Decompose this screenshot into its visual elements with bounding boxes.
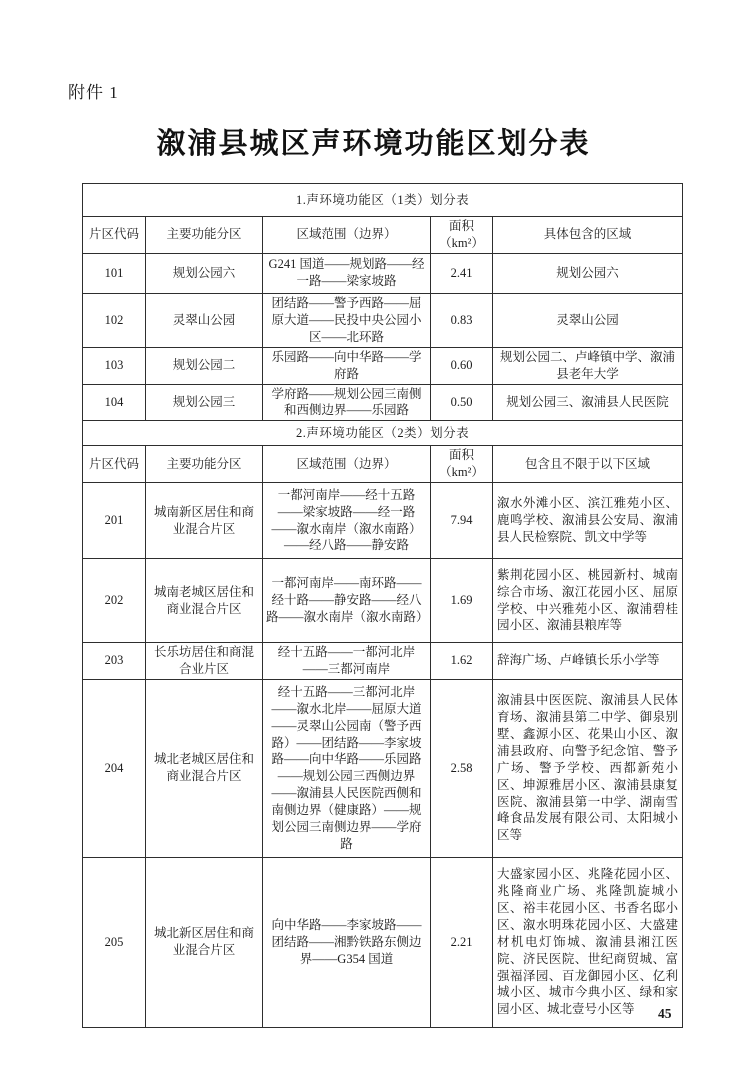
cell-boundary: 学府路——规划公园三南侧和西侧边界——乐园路 — [263, 384, 431, 421]
cell-includes: 溆水外滩小区、滨江雅苑小区、鹿鸣学校、溆浦县公安局、溆浦县人民检察院、凯文中学等 — [493, 483, 683, 559]
cell-includes: 溆浦县中医医院、溆浦县人民体育场、溆浦县第二中学、御泉别墅、鑫源小区、花果山小区、溆浦县政府、向警予纪念馆、警予广场、警予学校、西都新苑小区、坤源雅居小区、溆浦县康复医院、溆浦县第一中学、湖南雪峰食品发展有限公司、太阳城小区等 — [493, 679, 683, 857]
column-header-code: 片区代码 — [83, 217, 146, 254]
cell-zone: 规划公园六 — [146, 253, 263, 293]
cell-code: 203 — [83, 643, 146, 680]
cell-code: 204 — [83, 679, 146, 857]
cell-area: 0.60 — [431, 347, 493, 384]
attachment-label: 附件 1 — [68, 83, 119, 102]
cell-zone: 城南老城区居住和商业混合片区 — [146, 559, 263, 643]
cell-code: 101 — [83, 253, 146, 293]
page-number: 45 — [658, 1006, 672, 1021]
column-header-zone: 主要功能分区 — [146, 446, 263, 483]
section-row — [83, 421, 683, 446]
zoning-table — [82, 183, 683, 1028]
cell-zone: 规划公园三 — [146, 384, 263, 421]
cell-area: 2.41 — [431, 253, 493, 293]
column-header-boundary: 区域范围（边界） — [263, 217, 431, 254]
cell-area: 1.69 — [431, 559, 493, 643]
section-row — [83, 184, 683, 217]
cell-includes: 辞海广场、卢峰镇长乐小学等 — [493, 643, 683, 680]
cell-zone: 长乐坊居住和商混合业片区 — [146, 643, 263, 680]
cell-area: 7.94 — [431, 483, 493, 559]
cell-includes: 紫荆花园小区、桃园新村、城南综合市场、溆江花园小区、屈原学校、中兴雅苑小区、溆浦碧桂园小区、溆浦县粮库等 — [493, 559, 683, 643]
table-row — [83, 643, 683, 680]
cell-code: 104 — [83, 384, 146, 421]
column-header-includes: 具体包含的区域 — [493, 217, 683, 254]
cell-zone: 灵翠山公园 — [146, 293, 263, 347]
cell-code: 103 — [83, 347, 146, 384]
cell-area: 0.83 — [431, 293, 493, 347]
table-row — [83, 559, 683, 643]
table-row — [83, 253, 683, 293]
cell-code: 102 — [83, 293, 146, 347]
column-header-area: 面积（km²） — [431, 217, 493, 254]
cell-zone: 城南新区居住和商业混合片区 — [146, 483, 263, 559]
column-header-includes: 包含且不限于以下区域 — [493, 446, 683, 483]
cell-area: 1.62 — [431, 643, 493, 680]
table-row — [83, 679, 683, 857]
cell-includes: 规划公园六 — [493, 253, 683, 293]
table-row — [83, 857, 683, 1027]
cell-code: 202 — [83, 559, 146, 643]
cell-includes: 规划公园三、溆浦县人民医院 — [493, 384, 683, 421]
cell-boundary: G241 国道——规划路——经一路——梁家坡路 — [263, 253, 431, 293]
table-row — [83, 293, 683, 347]
cell-code: 201 — [83, 483, 146, 559]
section-2-title: 2.声环境功能区（2类）划分表 — [83, 421, 683, 446]
cell-boundary: 一都河南岸——南环路——经十路——静安路——经八路——溆水南岸（溆水南路） — [263, 559, 431, 643]
cell-includes: 大盛家园小区、兆隆花园小区、兆隆商业广场、兆隆凯旋城小区、裕丰花园小区、书香名邸小区、溆水明珠花园小区、大盛建材机电灯饰城、溆浦县湘江医院、济民医院、世纪商贸城、富强福泽园、百龙御园小区、亿利城小区、城市今典小区、绿和家园小区、城北壹号小区等 — [493, 857, 683, 1027]
table-row — [83, 384, 683, 421]
cell-includes: 规划公园二、卢峰镇中学、溆浦县老年大学 — [493, 347, 683, 384]
column-header-area: 面积（km²） — [431, 446, 493, 483]
cell-includes: 灵翠山公园 — [493, 293, 683, 347]
header-row — [83, 217, 683, 254]
page-title: 溆浦县城区声环境功能区划分表 — [156, 128, 591, 160]
cell-boundary: 经十五路——一都河北岸——三都河南岸 — [263, 643, 431, 680]
cell-zone: 城北新区居住和商业混合片区 — [146, 857, 263, 1027]
column-header-zone: 主要功能分区 — [146, 217, 263, 254]
cell-zone: 城北老城区居住和商业混合片区 — [146, 679, 263, 857]
cell-boundary: 向中华路——李家坡路——团结路——湘黔铁路东侧边界——G354 国道 — [263, 857, 431, 1027]
cell-boundary: 一都河南岸——经十五路——梁家坡路——经一路——溆水南岸（溆水南路）——经八路——静安路 — [263, 483, 431, 559]
table-row — [83, 347, 683, 384]
cell-area: 0.50 — [431, 384, 493, 421]
column-header-boundary: 区域范围（边界） — [263, 446, 431, 483]
cell-area: 2.58 — [431, 679, 493, 857]
header-row — [83, 446, 683, 483]
cell-area: 2.21 — [431, 857, 493, 1027]
cell-boundary: 乐园路——向中华路——学府路 — [263, 347, 431, 384]
cell-zone: 规划公园二 — [146, 347, 263, 384]
cell-boundary: 团结路——警予西路——屈原大道——民投中央公园小区——北环路 — [263, 293, 431, 347]
cell-code: 205 — [83, 857, 146, 1027]
table-row — [83, 483, 683, 559]
cell-boundary: 经十五路——三都河北岸——溆水北岸——屈原大道——灵翠山公园南（警予西路）——团结路——李家坡路——向中华路——乐园路——规划公园三西侧边界——溆浦县人民医院西侧和南侧边界（健康路）——规划公园三南侧边界——学府路 — [263, 679, 431, 857]
column-header-code: 片区代码 — [83, 446, 146, 483]
section-1-title: 1.声环境功能区（1类）划分表 — [83, 184, 683, 217]
